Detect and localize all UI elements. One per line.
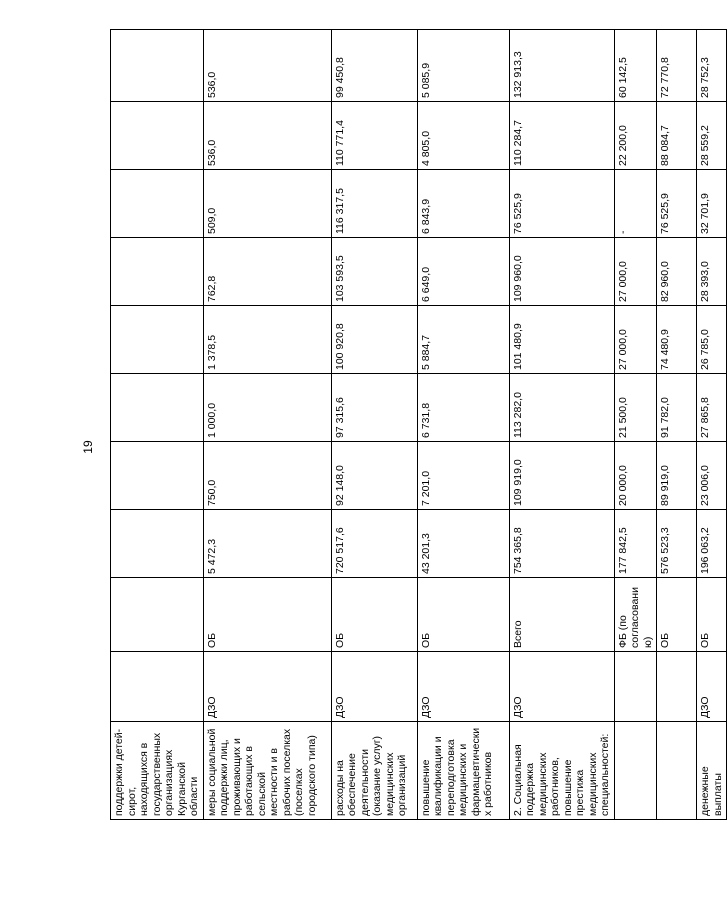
table-cell: 536,0 [203,102,331,170]
table-cell: 60 142,5 [614,30,657,102]
table-cell: 720 517,6 [331,510,417,578]
table-cell: 109 960,0 [509,238,614,306]
row-social-support-ob [657,30,697,820]
table-cell: ОБ [203,578,331,652]
table-cell: 43 201,3 [417,510,509,578]
table-cell: ДЗО [331,652,417,722]
table-cell [111,510,204,578]
table-cell: 4 805,0 [417,102,509,170]
table-cell: 113 282,0 [509,374,614,442]
table-cell: 6 843,9 [417,170,509,238]
table-cell [111,30,204,102]
table-cell: расходы на обеспечение деятельности (оказание услуг) медицинских организаций [331,722,417,820]
table-cell [111,652,204,722]
table-cell: 20 000,0 [614,442,657,510]
table-cell: 74 480,9 [657,306,697,374]
row-social-support-fb [614,30,657,820]
table-cell [111,102,204,170]
table-cell [111,374,204,442]
table-cell: ДЗО [203,652,331,722]
table-cell: 110 771,4 [331,102,417,170]
table-cell: ОБ [417,578,509,652]
table-cell: 28 752,3 [697,30,727,102]
row-orphans-support [111,30,204,820]
table-cell: 89 919,0 [657,442,697,510]
table-cell: 27 000,0 [614,306,657,374]
table-cell: 110 284,7 [509,102,614,170]
table-cell: 76 525,9 [657,170,697,238]
table-cell: 6 731,8 [417,374,509,442]
table-cell: ОБ [697,578,727,652]
row-cash-payments [697,30,727,820]
table-cell: ОБ [331,578,417,652]
table-cell: 1 000,0 [203,374,331,442]
table-cell: 132 913,3 [509,30,614,102]
table-cell: 28 393,0 [697,238,727,306]
table-cell: 101 480,9 [509,306,614,374]
table-cell: 21 500,0 [614,374,657,442]
table-cell: 72 770,8 [657,30,697,102]
table-cell: 6 649,0 [417,238,509,306]
table-cell: 576 523,3 [657,510,697,578]
table-cell: 22 200,0 [614,102,657,170]
table-cell: ФБ (по согласованию) [614,578,657,652]
table-cell [111,442,204,510]
table-cell [111,170,204,238]
table-cell: 1 378,5 [203,306,331,374]
table-cell: поддержки детей-сирот, находящихся в государственных организациях Курганской области [111,722,204,820]
table-cell: меры социальной поддержки лиц, проживающих и работающих в сельской местности и в рабочих поселках (поселках городского типа) [203,722,331,820]
table-cell: 99 450,8 [331,30,417,102]
rotated-table-container [110,30,724,820]
budget-table [110,29,727,820]
table-cell: ОБ [657,578,697,652]
table-cell: 5 085,9 [417,30,509,102]
table-cell: 536,0 [203,30,331,102]
table-cell: 5 884,7 [417,306,509,374]
table-cell: 82 960,0 [657,238,697,306]
table-cell: 509,0 [203,170,331,238]
table-cell [657,652,697,722]
table-cell: 2. Социальная поддержка медицинских работников, повышение престижа медицинских специальностей: [509,722,614,820]
table-cell: 27 000,0 [614,238,657,306]
table-cell: 100 920,8 [331,306,417,374]
table-cell: ДЗО [697,652,727,722]
table-cell: 91 782,0 [657,374,697,442]
table-cell: Всего [509,578,614,652]
table-cell: денежные выплаты [697,722,727,820]
row-services-expenses [331,30,417,820]
table-cell [657,722,697,820]
table-cell: 109 919,0 [509,442,614,510]
row-rural-support [203,30,331,820]
table-cell: 103 593,5 [331,238,417,306]
table-cell: 32 701,9 [697,170,727,238]
table-cell [614,722,657,820]
table-cell: 7 201,0 [417,442,509,510]
table-cell: - [614,170,657,238]
table-cell: ДЗО [509,652,614,722]
table-cell: 97 315,6 [331,374,417,442]
table-cell: повышение квалификации и переподготовка медицинских и фармацевтических работников [417,722,509,820]
page-number: 19 [81,440,95,454]
table-cell: 116 317,5 [331,170,417,238]
table-cell: 762,8 [203,238,331,306]
table-cell: 754 365,8 [509,510,614,578]
table-cell: 750,0 [203,442,331,510]
table-cell: 92 148,0 [331,442,417,510]
table-cell: 26 785,0 [697,306,727,374]
table-cell: 76 525,9 [509,170,614,238]
table-cell: 27 865,8 [697,374,727,442]
table-cell: 88 084,7 [657,102,697,170]
row-qualification [417,30,509,820]
table-cell [111,306,204,374]
table-cell: 28 559,2 [697,102,727,170]
table-cell: 196 063,2 [697,510,727,578]
row-social-support-total [509,30,614,820]
table-cell [111,238,204,306]
table-cell: 23 006,0 [697,442,727,510]
table-cell [614,652,657,722]
table-cell: ДЗО [417,652,509,722]
table-cell: 5 472,3 [203,510,331,578]
table-cell: 177 842,5 [614,510,657,578]
table-cell [111,578,204,652]
